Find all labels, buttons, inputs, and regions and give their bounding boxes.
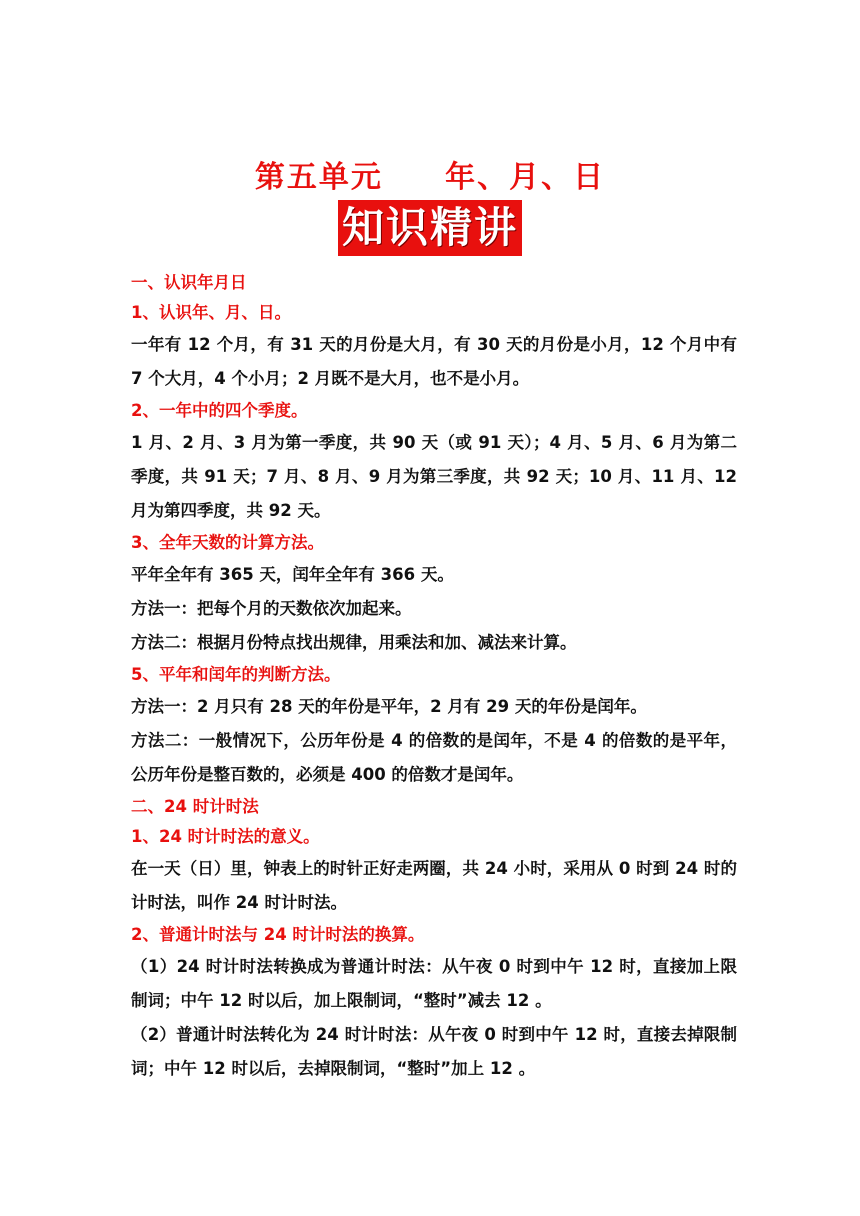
paragraph: 在一天（日）里，钟表上的时针正好走两圈，共 24 小时，采用从 0 时到 24 时的计时法，叫作 24 时计时法。: [131, 859, 737, 912]
section-heading: 二、24 时计时法: [131, 797, 259, 816]
knowledge-banner: 知识精讲: [338, 200, 522, 256]
paragraph: 平年全年有 365 天，闰年全年有 366 天。: [131, 565, 454, 584]
subsection-heading: 1、24 时计时法的意义。: [131, 827, 320, 846]
section-heading: 一、认识年月日: [131, 273, 247, 292]
subsection-heading: 1、认识年、月、日。: [131, 303, 291, 322]
paragraph: 方法二：根据月份特点找出规律，用乘法和加、减法来计算。: [131, 633, 577, 652]
paragraph: 1 月、2 月、3 月为第一季度，共 90 天（或 91 天）；4 月、5 月、6 月为第二季度，共 91 天；7 月、8 月、9 月为第三季度，共 92 天；10 月、11 月、12 月为第四季度，共 92 天。: [131, 433, 737, 520]
paragraph: 方法一：2 月只有 28 天的年份是平年，2 月有 29 天的年份是闰年。: [131, 697, 647, 716]
document-body: [131, 268, 737, 1086]
banner-wrapper: [0, 200, 860, 256]
subsection-heading: 3、全年天数的计算方法。: [131, 533, 324, 552]
paragraph: 一年有 12 个月，有 31 天的月份是大月，有 30 天的月份是小月，12 个月中有 7 个大月，4 个小月；2 月既不是大月，也不是小月。: [131, 335, 737, 388]
paragraph: 方法一：把每个月的天数依次加起来。: [131, 599, 412, 618]
paragraph: （2）普通计时法转化为 24 时计时法：从午夜 0 时到中午 12 时，直接去掉限制词；中午 12 时以后，去掉限制词，“整时”加上 12 。: [131, 1025, 737, 1078]
unit-title: 第五单元 年、月、日: [254, 160, 606, 195]
paragraph: （1）24 时计时法转换成为普通计时法：从午夜 0 时到中午 12 时，直接加上限制词；中午 12 时以后，加上限制词，“整时”减去 12 。: [131, 957, 737, 1010]
subsection-heading: 2、普通计时法与 24 时计时法的换算。: [131, 925, 425, 944]
subsection-heading: 5、平年和闰年的判断方法。: [131, 665, 341, 684]
paragraph: 方法二：一般情况下，公历年份是 4 的倍数的是闰年，不是 4 的倍数的是平年，公历年份是整百数的，必须是 400 的倍数才是闰年。: [131, 731, 737, 784]
subsection-heading: 2、一年中的四个季度。: [131, 401, 308, 420]
